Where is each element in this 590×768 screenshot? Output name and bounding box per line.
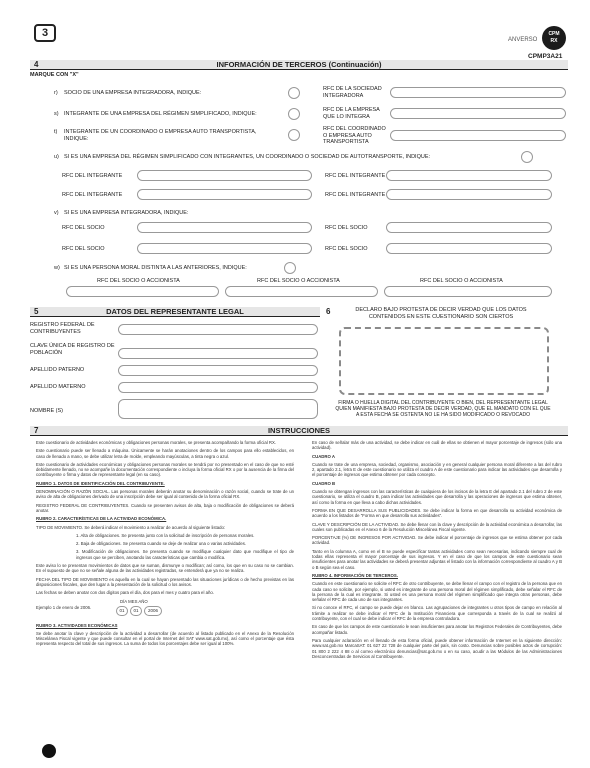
rep-apellido-materno-field[interactable] [118,382,318,393]
page-side-label: ANVERSO [508,37,538,43]
instruction-heading: CUADRO A [312,453,335,459]
page-number: 3 [34,24,56,42]
declaration-text: DECLARO BAJO PROTESTA DE DECIR VERDAD QUE LOS DATOS CONTENIDOS EN ESTE CUESTIONARIO SON CIERTOS [355,307,527,320]
item-key: v) [54,210,59,216]
section-title: INFORMACIÓN DE TERCEROS (Continuación) [216,60,382,69]
rfc-socio-accionista-label: RFC DEL SOCIO O ACCIONISTA [420,278,503,284]
instruction-paragraph: Este cuestionario de actividades económicas y obligaciones personas morales, se presenta acompañando la forma oficial RX. [36,440,277,445]
instruction-paragraph: En caso de que los campos de este cuestionario le sean insuficientes para anotar los Registros Federales de Contribuyentes, debe acompañar listado. [312,624,562,635]
instruction-paragraph: Para cualquier aclaración en el llenado de esta forma oficial, puede obtener información de Internet en la siguiente dirección: www.sat.gob.mx MarcaSAT: 01 627 22 728 de cualquier parte del país, sin costo. Denuncias sobre posibles actos de corrupción: 01 800 2 222 4 88 o al correo electrónico denuncias@sat.gob.mx o en su caso, acudir a las Módulos de las Administraciones Desconcentradas de Servicios al Contribuyente. [312,637,562,659]
rfc-socio-label: RFC DEL SOCIO [62,225,105,231]
marque-instruction: MARQUE CON "X" [30,72,79,78]
section-number: 7 [34,426,39,435]
section-5-header [30,307,320,317]
item-text: SI ES UNA PERSONA MORAL DISTINTA A LAS ANTERIORES, INDIQUE: [64,265,247,271]
rfc-socio-field[interactable] [386,222,552,233]
rfc-integrante-field[interactable] [137,189,312,200]
movement-type: 2. Baja de obligaciones. Se presenta cuando se deje de realizar una o varias actividades. [76,541,247,547]
date-header: DÍA MES AÑO [120,598,148,604]
item-key: u) [54,154,59,160]
instruction-heading: CUADRO B [312,480,336,486]
instruction-paragraph: Cuando se trate de una empresa, sociedad, organismo, asociación y en general cualquier persona moral diferente a las del rubro 2, apartado 2.1, letra E de este cuestionario se utiliza el cuadro A de este cuestionario para indicar las actividades que desarrolla y el porcentaje de ingresos que estima obtener por cada concepto. [312,461,562,478]
instruction-paragraph: Cuando se obtengan ingresos con las características de cualquiera de los incisos de la letra E del apartado 2.1 del rubro 2 de este cuestionario, se utiliza el cuadro B, para indicar las actividades que desarrolla y las operaciones de ingresos que estima obtener, así como la forma en que lleva a cabo dichas actividades. [312,489,562,505]
field-label-apellido-paterno: APELLIDO PATERNO [30,367,85,373]
item-key: t) [54,129,58,135]
third-party-items [30,86,568,146]
registration-mark [42,744,56,758]
instruction-paragraph: FECHA DEL TIPO DE MOVIMIENTO es aquella en la cual se hayan presentado las situaciones jurídicas o de hecho previstas en las disposiciones fiscales, que den lugar a la presentación de la solicitud o los avisos. [36,576,294,587]
field-label-apellido-materno: APELLIDO MATERNO [30,384,86,390]
section-number: 4 [34,60,39,69]
instruction-paragraph: Cuando en este cuestionario se solicite el RFC de otro contribuyente, se debe llenar el campo con el registro de la persona que en cada caso se solicite, por ejemplo, si usted es integrante de una persona moral del régimen simplificado, debe señalar el RFC de la persona de la cual es integrante. Si usted es una persona moral del régimen simplificado que integra otras personas, debe señalar el RFC de cada uno de sus integrantes. [312,581,562,603]
rfc-field-r[interactable] [390,87,566,98]
logo-bottom-text: RX [550,38,558,44]
checkbox-u[interactable] [521,151,533,163]
rfc-socio-field[interactable] [137,243,312,254]
rfc-socio-accionista-field[interactable] [384,286,552,297]
item-rfc-label: RFC DEL COORDINADO O EMPRESA AUTO TRANSPORTISTA [323,126,386,145]
field-label-rfc: REGISTRO FEDERAL DE CONTRIBUYENTES [30,322,95,335]
rfc-integrante-label: RFC DEL INTEGRANTE [62,173,123,179]
movement-type: 1. Alta de obligaciones. Se presenta junto con la solicitud de inscripción de personas morales. [76,532,255,538]
rfc-socio-accionista-label: RFC DEL SOCIO O ACCIONISTA [257,278,340,284]
item-text: SI ES UNA EMPRESA INTEGRADORA, INDIQUE: [64,210,189,216]
date-boxes [116,606,164,616]
rep-curp-field[interactable] [118,348,318,359]
rfc-socio-label: RFC DEL SOCIO [325,225,368,231]
rfc-socio-accionista-label: RFC DEL SOCIO O ACCIONISTA [97,278,180,284]
item-text: SI ES UNA EMPRESA DEL RÉGIMEN SIMPLIFICADO CON INTEGRANTES, UN COORDINADO O SOCIEDAD DE AUTOTRANSPORTE, INDIQUE: [64,154,431,160]
rfc-integrante-field[interactable] [137,170,312,181]
instruction-paragraph: Si no conoce el RFC, el campo se puede dejar en blanco. Las agrupaciones de integrantes u otros tipos de campo en relación al trámite a realizar se debe indicar el RFC de la Institución Financiera que corresponda a través de la cual se realizó al contribuyente, con el cual se debe indicar el RFC de la empresa controladora. [312,605,562,622]
item-text: INTEGRANTE DE UN COORDINADO O EMPRESA AUTO TRANSPORTISTA, INDIQUE: [64,129,257,142]
rep-apellido-paterno-field[interactable] [118,365,318,376]
signature-caption: FIRMA O HUELLA DIGITAL DEL CONTRIBUYENTE O BIEN, DEL REPRESENTANTE LEGAL QUIEN MANIFIESTA BAJO PROTESTA DE DECIR VERDAD, QUE EL MANDATO CON EL QUE A ESTA FECHA SE OSTENTA NO LE HA SIDO MODIFICADO O REVOCADO [335,400,551,418]
date-example [36,599,294,621]
section-7-header [30,426,568,436]
rfc-integrante-label: RFC DEL INTEGRANTE [325,173,386,179]
rfc-socio-label: RFC DEL SOCIO [62,246,105,252]
rfc-integrante-label: RFC DEL INTEGRANTE [62,192,123,198]
checkbox-r[interactable] [288,87,300,99]
item-key: w) [54,265,60,271]
section-4-header [30,60,568,70]
date-month: 01 [130,606,142,616]
checkbox-w[interactable] [284,262,296,274]
instructions-right-column [312,440,562,740]
rfc-socio-accionista-field[interactable] [225,286,378,297]
instruction-heading: RUBRO 3. ACTIVIDADES ECONÓMICAS [36,622,118,628]
instruction-paragraph: Este cuestionario de actividades económicas y obligaciones personas morales se tendrá por no presentado en el caso de que no esté debidamente llenado, no se acompañe la documentación correspondiente o incluya la forma oficial RX o por la ausencia de la firma del contribuyente o firma y datos de representante legal (en su caso). [36,461,294,478]
instruction-paragraph: Este cuestionario puede ser llenado a máquina. Únicamente se harán anotaciones dentro de los campos para ello establecidos, en caso de llenado a mano, se debe utilizar letra de molde, empleando mayúsculas, a tinta negra o azul. [36,448,294,459]
instruction-paragraph: REGISTRO FEDERAL DE CONTRIBUYENTES. Cuando se presenten avisos de alta, baja o modificación de obligaciones se deberá anotar. [36,502,294,513]
section-6-number: 6 [326,307,331,316]
item-rfc-label: RFC DE LA EMPRESA QUE LO INTEGRA [323,107,380,120]
item-text: INTEGRANTE DE UNA EMPRESA DEL RÉGIMEN SIMPLIFICADO, INDIQUE: [64,111,257,117]
rfc-integrante-field[interactable] [386,170,552,181]
instruction-paragraph: TIPO DE MOVIMIENTO. Se deberá indicar el movimiento a realizar de acuerdo al siguiente listado: [36,524,226,530]
instruction-paragraph: DENOMINACIÓN O RAZÓN SOCIAL. Las personas morales deberán anotar su denominación o razón social, cuando se trate de un aviso de alta de obligaciones derivado de una inscripción debe ser igual al contenido de la forma oficial RX. [36,489,294,500]
rfc-socio-accionista-field[interactable] [66,286,219,297]
instruction-paragraph: PORCENTAJE (%) DE INGRESOS POR ACTIVIDAD. Se debe indicar el porcentaje de ingresos que se estima obtener por cada actividad. [312,535,562,546]
instruction-paragraph: Las fechas se deben anotar con dos dígitos para el día, dos para el mes y cuatro para el año. [36,590,214,596]
rfc-field-s[interactable] [390,108,566,119]
example-label: Ejemplo 1 de enero de 2006. [36,604,92,610]
item-text: SOCIO DE UNA EMPRESA INTEGRADORA, INDIQUE: [64,90,202,96]
instruction-heading: RUBRO 4. INFORMACIÓN DE TERCEROS. [312,572,398,578]
date-day: 01 [116,606,128,616]
checkbox-t[interactable] [288,129,300,141]
section-number: 5 [34,307,39,316]
rfc-integrante-field[interactable] [386,189,552,200]
signature-box[interactable] [339,327,549,395]
instructions-left-column [36,440,294,740]
form-code: CPMP3A21 [528,53,563,60]
rfc-integrante-label: RFC DEL INTEGRANTE [325,192,386,198]
rep-rfc-field[interactable] [118,324,318,335]
instruction-paragraph: Se debe anotar la clave y descripción de la actividad a desarrollar (de acuerdo al listado publicado en el Anexo de la Resolución Miscelánea Fiscal vigente y que puede consultar en el portal de Internet del SAT www.sat.gob.mx), así como el porcentaje que ésta representa respecto del total de sus ingresos. La suma de todos los porcentajes debe ser igual al 100%. [36,630,294,647]
item-rfc-label: RFC DE LA SOCIEDAD INTEGRADORA [323,86,382,99]
field-label-curp: CLAVE ÚNICA DE REGISTRO DE POBLACIÓN [30,343,115,356]
rfc-socio-label: RFC DEL SOCIO [325,246,368,252]
section-title: DATOS DEL REPRESENTANTE LEGAL [106,307,244,316]
instruction-paragraph: FORMA EN QUE DESARROLLA SUS PUBLICIDADES. Se debe indicar la forma en que desarrolla su actividad económica de acuerdo a los listados de "Forma en que desarrolla sus actividades". [312,507,562,519]
item-key: r) [54,90,58,96]
movement-type: 3. Modificación de obligaciones. Se presenta cuando se modifique cualquier dato que modifique el tipo de ingresos que se perciben, anotando las características que cambia o modifica. [76,549,294,560]
instruction-paragraph: Tanto en la columna A, como en el B se puede especificar tantas actividades como sean necesarias, indicando siempre cual de todas ellas representa el mayor porcentaje de sus ingresos. Y en el caso de que los campos de este cuestionario sean insuficientes para anotar las actividades se deberá presentar adjuntas el listado con la información correspondiente al cuadro A y B o B según sea el caso. [312,548,562,570]
sat-logo [542,26,566,50]
instruction-heading: RUBRO 2. CARACTERÍSTICAS DE LA ACTIVIDAD ECONÓMICA. [36,516,167,522]
logo-top-text: CPM [548,31,560,37]
rep-nombre-field[interactable] [118,399,318,419]
item-key: s) [54,111,59,117]
instruction-heading: RUBRO 1. DATOS DE IDENTIFICACIÓN DEL CONTRIBUYENTE. [36,480,165,486]
instruction-paragraph: CLAVE Y DESCRIPCIÓN DE LA ACTIVIDAD. Se debe llenar con la clave y descripción de la actividad económica a desarrollar, las cuales son publicadas en el Anexo 6 de la Resolución Miscelánea Fiscal vigente. [312,521,562,532]
checkbox-s[interactable] [288,108,300,120]
rfc-socio-field[interactable] [137,222,312,233]
rfc-field-t[interactable] [390,130,566,141]
instruction-paragraph: En caso de señalar más de una actividad, se debe indicar en cuál de ellas se obtienen el mayor porcentaje de ingresos (sólo una actividad). [312,440,562,451]
date-year: 2006 [144,606,162,616]
rfc-socio-field[interactable] [386,243,552,254]
section-title: INSTRUCCIONES [267,426,331,435]
instruction-paragraph: Este aviso lo se presentan movimientos de datos que se suman, dismunye o modifican; así como, los que en su caso no se cambian. En el supuesto de que no se señale alguna de las actividades registradas, se entenderá que ya no se realiza. [36,563,294,574]
field-label-nombre: NOMBRE (S) [30,408,63,414]
